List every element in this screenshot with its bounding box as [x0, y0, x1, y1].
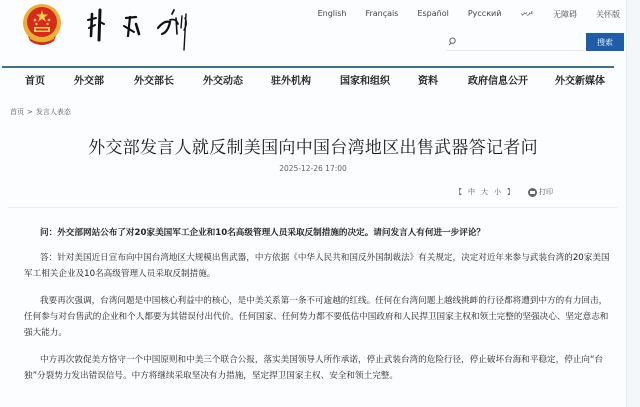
language-bar: [299, 9, 620, 20]
nav-item-resources[interactable]: 资料: [418, 76, 438, 87]
lang-arabic[interactable]: عربي: [520, 9, 534, 16]
header-divider: [2, 66, 614, 68]
breadcrumb-current[interactable]: 发言人表态: [35, 108, 71, 116]
nav-item-new-media[interactable]: 外交新媒体: [555, 76, 605, 87]
lang-english[interactable]: English: [317, 9, 347, 18]
font-size-large[interactable]: 大: [481, 188, 488, 196]
breadcrumb-home[interactable]: 首页: [10, 108, 24, 116]
breadcrumb-separator: >: [27, 108, 33, 116]
nav-item-government-info[interactable]: 政府信息公开: [468, 76, 528, 87]
article-title: 外交部发言人就反制美国向中国台湾地区出售武器答记者问: [88, 138, 538, 158]
font-size-small[interactable]: 小: [494, 188, 501, 196]
content-divider: [8, 207, 618, 208]
emphasis-paragraph: 我要再次强调，台湾问题是中国核心利益中的核心，是中美关系第一条不可逾越的红线。任何在台湾问题上越线挑衅的行径都将遭到中方的有力回击，任何参与对台售武的企业和个人都要为其错误付出代价。任何国家、任何势力都不要低估中国政府和人民捍卫国家主权和领土完整的坚强决心、坚定意志和强大能力。: [24, 296, 609, 338]
nav-item-minister[interactable]: 外交部长: [134, 76, 174, 87]
search-input[interactable]: [446, 33, 584, 51]
breadcrumb: [10, 107, 71, 117]
font-size-controls: [455, 187, 514, 197]
scrollbar[interactable]: [626, 0, 640, 407]
accessibility-link[interactable]: 无障碍: [553, 10, 577, 19]
bracket-close: 】: [507, 188, 514, 196]
nav-item-ministry[interactable]: 外交部: [74, 76, 104, 87]
ministry-calligraphy-logo[interactable]: [86, 6, 206, 52]
lang-french[interactable]: Français: [365, 9, 399, 18]
article-tools: [455, 187, 553, 197]
nav-item-diplomatic-news[interactable]: 外交动态: [203, 76, 243, 87]
print-label: 打印: [539, 188, 553, 196]
nav-item-home[interactable]: 首页: [25, 76, 45, 87]
article-body: [24, 225, 614, 392]
national-emblem-icon[interactable]: [20, 2, 64, 48]
elderly-care-link[interactable]: 关怀版: [596, 10, 620, 19]
nav-item-missions-abroad[interactable]: 驻外机构: [271, 76, 311, 87]
font-size-medium[interactable]: 中: [468, 188, 475, 196]
article-date: 2025-12-26 17:00: [279, 164, 347, 173]
answer-paragraph: 答：针对美国近日宣布向中国台湾地区大规模出售武器，中方依据《中华人民共和国反外国制裁法》有关规定，决定对近年来参与武装台湾的20家美国军工相关企业及10名高级管理人员采取反制措施。: [24, 253, 610, 279]
urge-paragraph: 中方再次敦促美方恪守一个中国原则和中美三个联合公报，落实美国领导人所作承诺，停止武装台湾的危险行径，停止破坏台海和平稳定，停止向“台独”分裂势力发出错误信号。中方将继续采取坚决有力措施，坚定捍卫国家主权、安全和领土完整。: [24, 355, 604, 381]
print-icon: [528, 188, 537, 197]
lang-russian[interactable]: Русский: [467, 9, 502, 18]
nav-item-countries-organizations[interactable]: 国家和组织: [340, 76, 390, 87]
search-button[interactable]: 搜索: [586, 33, 624, 51]
bracket-open: 【: [455, 188, 462, 196]
site-header: [0, 0, 626, 64]
lang-spanish[interactable]: Español: [417, 9, 449, 18]
question-paragraph: 问：外交部网站公布了对20家美国军工企业和10名高级管理人员采取反制措施的决定。请问发言人有何进一步评论？: [40, 228, 486, 238]
search-icon: [448, 37, 457, 46]
print-button[interactable]: [528, 187, 553, 197]
main-nav: [0, 72, 626, 94]
